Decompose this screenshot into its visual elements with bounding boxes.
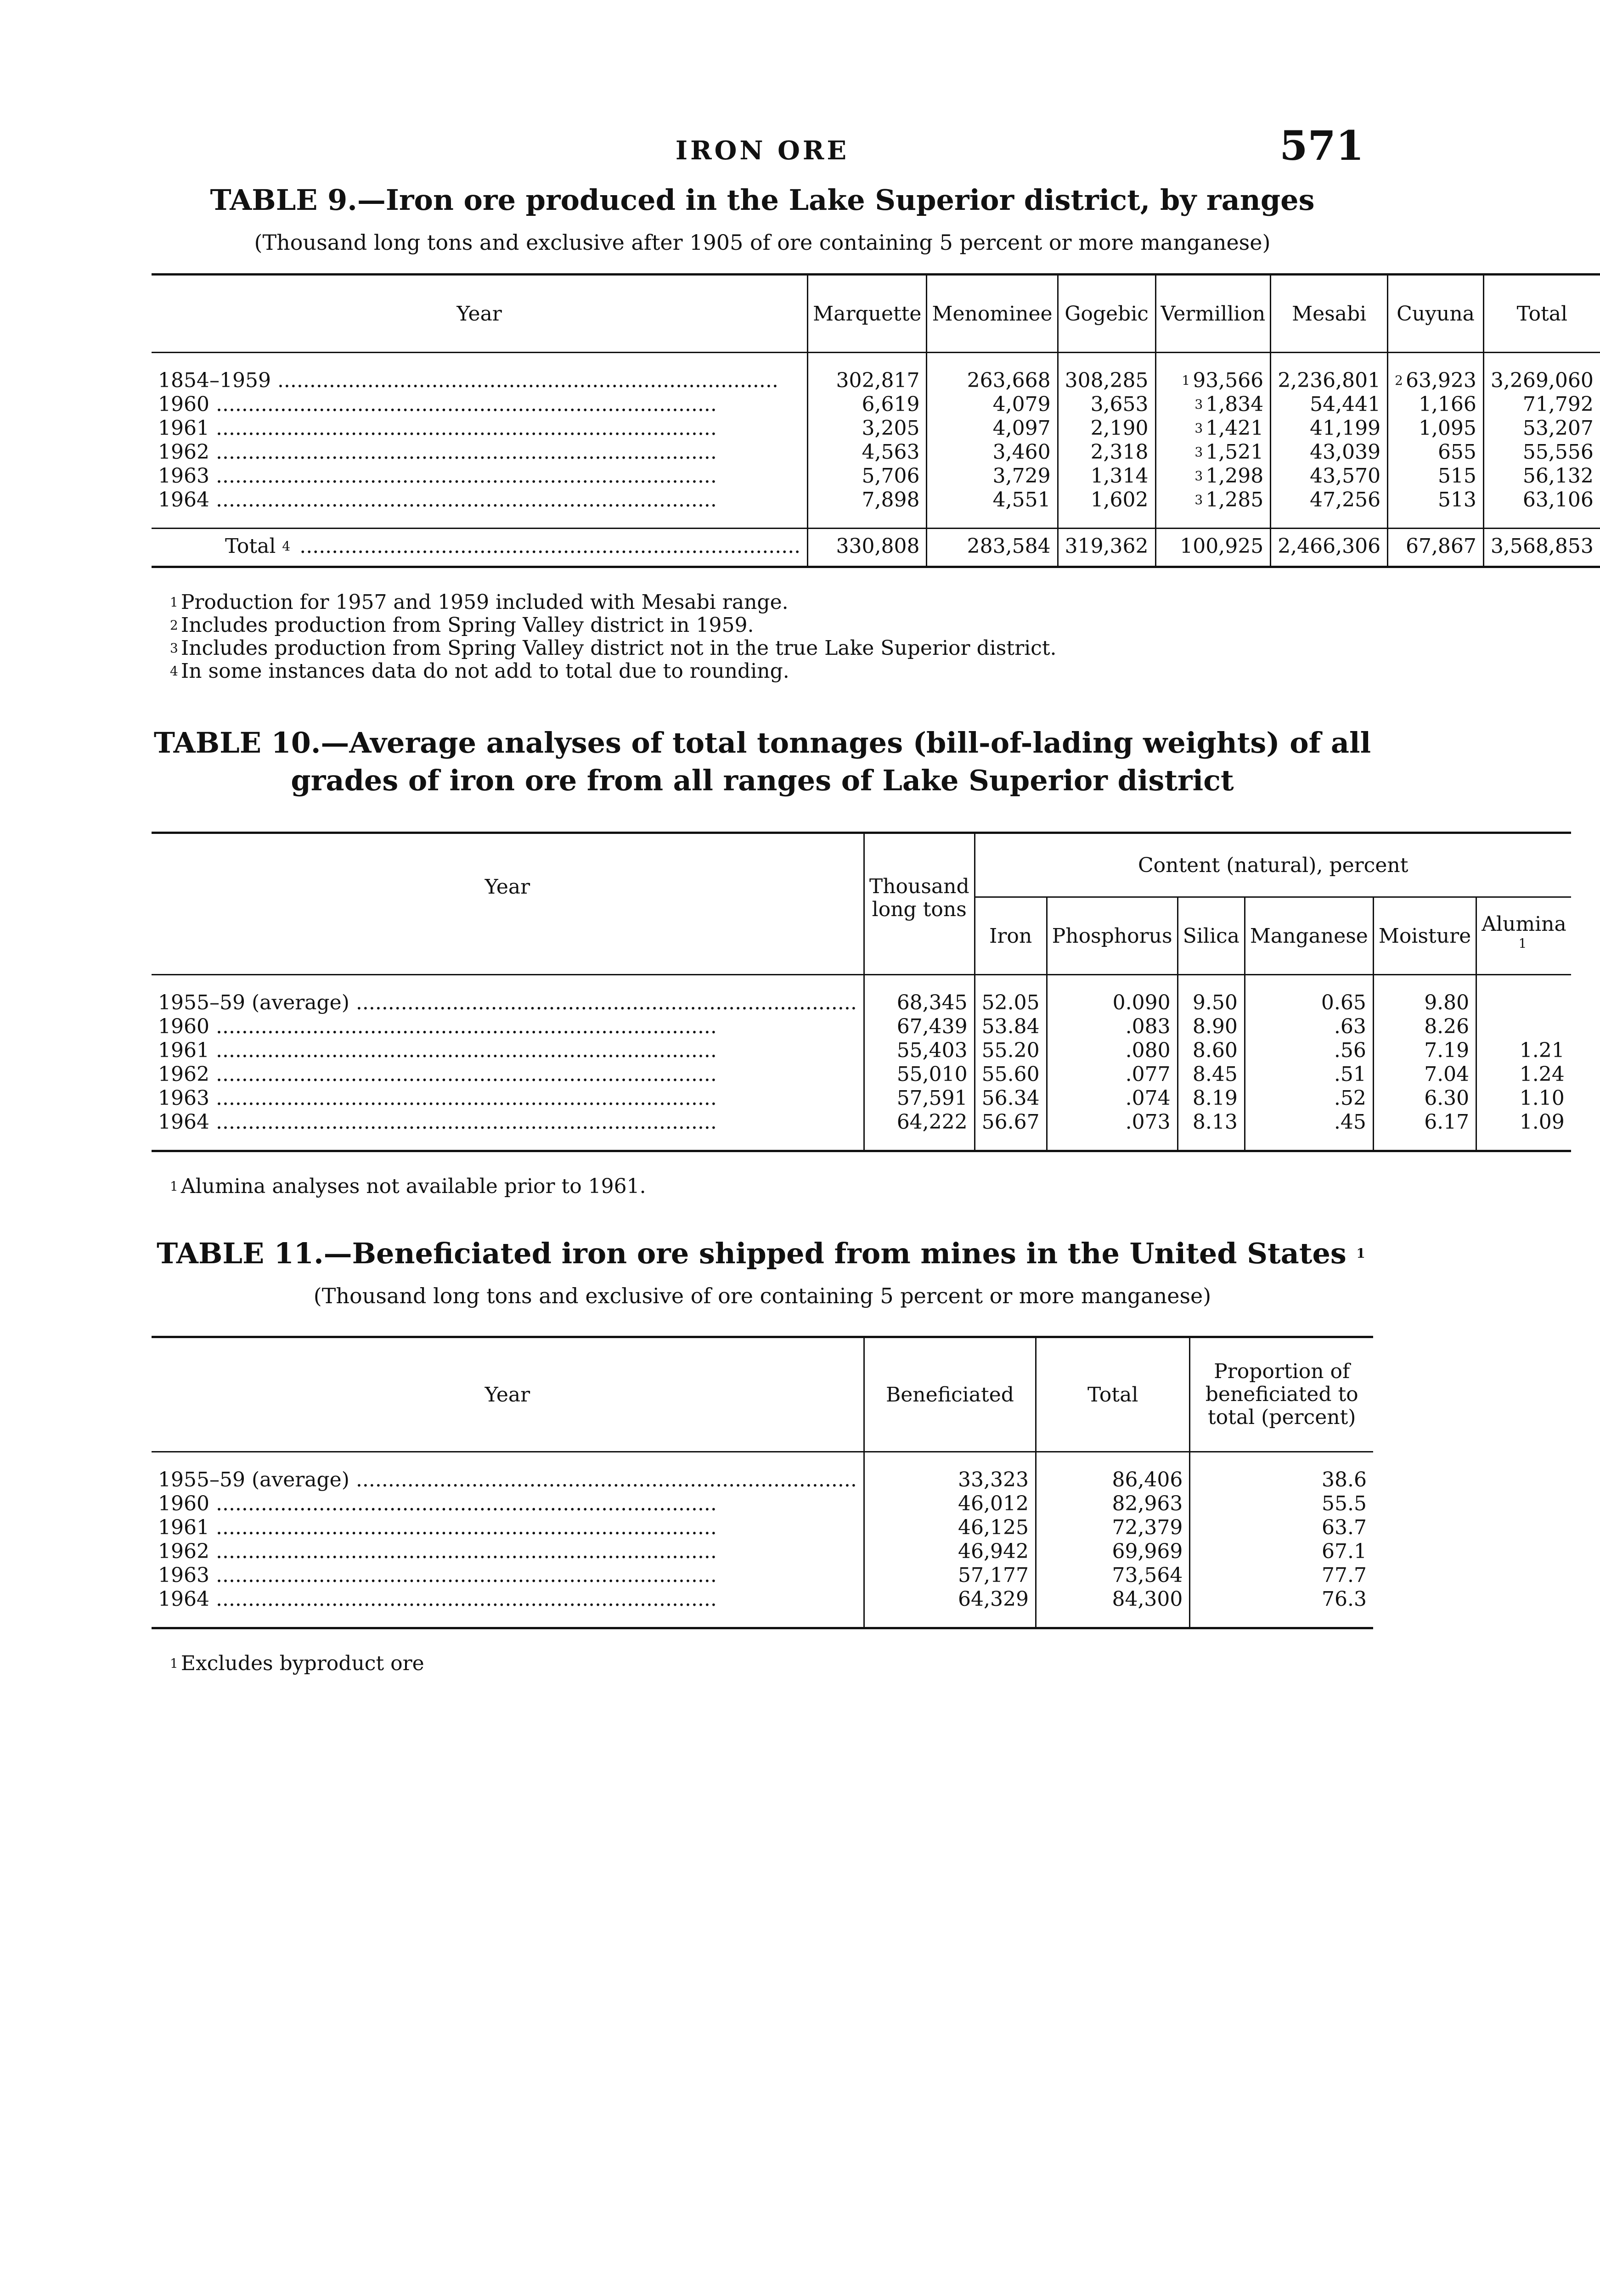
cell: 77.7 [1190, 1564, 1373, 1587]
table-row [152, 393, 1600, 416]
table-10-footnotes [152, 1175, 1373, 1198]
running-head [152, 122, 1373, 172]
cell: 67,439 [864, 1015, 975, 1039]
cell: 2,318 [1058, 440, 1155, 464]
cell: 3,460 [927, 440, 1058, 464]
cell: 1.10 [1476, 1086, 1571, 1110]
cell: 86,406 [1036, 1468, 1190, 1492]
cell: 1,166 [1388, 393, 1484, 416]
cell: .63 [1245, 1015, 1373, 1039]
table-row [152, 991, 1571, 1015]
cell: 0.65 [1245, 991, 1373, 1015]
cell: 38.6 [1190, 1468, 1373, 1492]
cell: 513 [1388, 488, 1484, 512]
table-row [152, 1587, 1373, 1611]
row-year: 1963 ..... [152, 464, 808, 488]
cell: 515 [1388, 464, 1484, 488]
cell: 2,190 [1058, 416, 1155, 440]
row-year: 1955–59 (average) ..... [152, 991, 864, 1015]
table-9 [152, 273, 1600, 568]
cell: 84,300 [1036, 1587, 1190, 1611]
table-9-header-row [152, 275, 1600, 353]
row-year: 1961 ..... [152, 1516, 864, 1540]
table-row [152, 488, 1600, 512]
cell: 319,362 [1058, 529, 1155, 567]
page-number: 571 [1279, 122, 1364, 169]
table-row [152, 440, 1600, 464]
row-year: 1960 ..... [152, 393, 808, 416]
cell: 1,298 [1206, 464, 1264, 488]
cell: 8.45 [1177, 1063, 1245, 1086]
cell: 41,199 [1271, 416, 1388, 440]
cell: 69,969 [1036, 1540, 1190, 1564]
table-9-footnotes [152, 591, 1373, 683]
cell: 82,963 [1036, 1492, 1190, 1516]
footnote-mark: 3 [1194, 445, 1203, 460]
column-header: Menominee [927, 275, 1058, 353]
table-row [152, 1468, 1373, 1492]
table-row [152, 1516, 1373, 1540]
cell: .073 [1047, 1110, 1177, 1134]
cell: 55.20 [975, 1039, 1047, 1063]
column-header: Iron [975, 897, 1047, 975]
cell: 52.05 [975, 991, 1047, 1015]
cell: 71,792 [1483, 393, 1600, 416]
footnote-mark: 1 [1356, 1246, 1365, 1261]
footnote: $^1$ Excludes byproduct ore [170, 1652, 424, 1675]
cell: 283,584 [927, 529, 1058, 567]
table-11-subtitle: (Thousand long tons and exclusive of ore containing 5 percent or more manganese) [313, 1283, 1211, 1308]
cell: 93,566 [1193, 369, 1264, 392]
cell: 7.04 [1373, 1063, 1476, 1086]
footnote: $^2$ Includes production from Spring Valley district in 1959. [170, 613, 754, 637]
cell: 5,706 [808, 464, 927, 488]
cell: 68,345 [864, 991, 975, 1015]
table-row [152, 1015, 1571, 1039]
cell: 1,314 [1058, 464, 1155, 488]
row-year: 1955–59 (average) ..... [152, 1468, 864, 1492]
cell: 9.80 [1373, 991, 1476, 1015]
cell: 7.19 [1373, 1039, 1476, 1063]
cell: 33,323 [864, 1468, 1036, 1492]
footnote-mark: 2 [1395, 373, 1403, 388]
cell: 6.17 [1373, 1110, 1476, 1134]
cell: 46,942 [864, 1540, 1036, 1564]
table-row [152, 1063, 1571, 1086]
row-year: 1963 ..... [152, 1086, 864, 1110]
cell: 8.26 [1373, 1015, 1476, 1039]
table-row [152, 416, 1600, 440]
cell: 655 [1388, 440, 1484, 464]
row-year: 1964 ..... [152, 1110, 864, 1134]
cell [1476, 1015, 1571, 1039]
column-group-header: Content (natural), percent [975, 833, 1571, 897]
cell: 9.50 [1177, 991, 1245, 1015]
row-year: 1854–1959 ..... [152, 369, 808, 393]
cell: .080 [1047, 1039, 1177, 1063]
cell: 1,421 [1206, 416, 1264, 440]
cell: 4,097 [927, 416, 1058, 440]
row-year: 1961 ..... [152, 1039, 864, 1063]
footnote: $^3$ Includes production from Spring Valley district not in the true Lake Superior district. [170, 636, 1057, 660]
footnote: $^1$ Production for 1957 and 1959 included with Mesabi range. [170, 591, 789, 614]
table-10-header-row [152, 833, 1571, 897]
footnote: $^1$ Alumina analyses not available prior to 1961. [170, 1175, 646, 1198]
cell: .56 [1245, 1039, 1373, 1063]
cell: 64,329 [864, 1587, 1036, 1611]
cell: 43,570 [1271, 464, 1388, 488]
cell: 63,106 [1483, 488, 1600, 512]
row-year: 1964 ..... [152, 488, 808, 512]
column-header: Marquette [808, 275, 927, 353]
column-header: Gogebic [1058, 275, 1155, 353]
cell: .52 [1245, 1086, 1373, 1110]
cell: 56.67 [975, 1110, 1047, 1134]
column-header: Mesabi [1271, 275, 1388, 353]
cell: 2,236,801 [1271, 369, 1388, 393]
row-year: 1962 ..... [152, 440, 808, 464]
cell: 7,898 [808, 488, 927, 512]
footnote-mark: 3 [1194, 492, 1203, 507]
column-header: Moisture [1373, 897, 1476, 975]
column-header: Manganese [1245, 897, 1373, 975]
cell: 46,012 [864, 1492, 1036, 1516]
column-header: Beneficiated [864, 1337, 1036, 1452]
cell: 53.84 [975, 1015, 1047, 1039]
table-row [152, 369, 1600, 393]
column-header: Proportion of beneficiated to total (percent) [1190, 1337, 1373, 1452]
cell: 302,817 [808, 369, 927, 393]
cell: 73,564 [1036, 1564, 1190, 1587]
table-row [152, 1492, 1373, 1516]
row-year: 1963 ..... [152, 1564, 864, 1587]
column-header: Cuyuna [1388, 275, 1484, 353]
footnote-mark: 3 [1194, 421, 1203, 436]
cell: 1.21 [1476, 1039, 1571, 1063]
table-11 [152, 1336, 1373, 1629]
row-year: 1960 ..... [152, 1492, 864, 1516]
cell: 3,729 [927, 464, 1058, 488]
cell: .083 [1047, 1015, 1177, 1039]
row-year: 1962 ..... [152, 1063, 864, 1086]
column-header: Alumina [1482, 912, 1566, 936]
cell: .45 [1245, 1110, 1373, 1134]
column-header: Total [1036, 1337, 1190, 1452]
row-year: 1962 ..... [152, 1540, 864, 1564]
cell: 1,602 [1058, 488, 1155, 512]
cell: 3,205 [808, 416, 927, 440]
cell: 8.60 [1177, 1039, 1245, 1063]
cell: 55,556 [1483, 440, 1600, 464]
cell: 47,256 [1271, 488, 1388, 512]
cell: 1.09 [1476, 1110, 1571, 1134]
cell: .51 [1245, 1063, 1373, 1086]
table-11-section [152, 1235, 1373, 1675]
page [152, 122, 1594, 1675]
cell: 8.90 [1177, 1015, 1245, 1039]
cell: 3,568,853 [1483, 529, 1600, 567]
table-10 [152, 832, 1571, 1152]
cell: 4,079 [927, 393, 1058, 416]
cell: 46,125 [864, 1516, 1036, 1540]
cell: 1,095 [1388, 416, 1484, 440]
cell: 55.5 [1190, 1492, 1373, 1516]
column-header: Silica [1177, 897, 1245, 975]
table-9-caption: TABLE 9.—Iron ore produced in the Lake Superior district, by ranges [210, 183, 1315, 217]
row-year: 1964 ..... [152, 1587, 864, 1611]
cell: 64,222 [864, 1110, 975, 1134]
cell: 57,591 [864, 1086, 975, 1110]
table-11-header-row [152, 1337, 1373, 1452]
column-header: Thousand long tons [864, 833, 975, 975]
cell: 4,563 [808, 440, 927, 464]
cell: 67.1 [1190, 1540, 1373, 1564]
table-10-caption: TABLE 10.—Average analyses of total tonnages (bill-of-lading weights) of all grades of iron ore from all ranges of Lake Superior district [153, 726, 1371, 797]
running-title: IRON ORE [675, 135, 850, 166]
table-11-footnotes [152, 1652, 1373, 1675]
cell: 72,379 [1036, 1516, 1190, 1540]
table-10-section [152, 724, 1566, 1198]
cell: 3,653 [1058, 393, 1155, 416]
footnote-mark: 1 [1182, 373, 1190, 388]
table-row [152, 1540, 1373, 1564]
cell: .077 [1047, 1063, 1177, 1086]
cell: 54,441 [1271, 393, 1388, 416]
cell [1476, 991, 1571, 1015]
footnote-mark: 1 [1518, 936, 1527, 951]
cell: 1,834 [1206, 393, 1264, 416]
cell: 67,867 [1388, 529, 1484, 567]
cell: 1.24 [1476, 1063, 1571, 1086]
column-header: Year [485, 1383, 530, 1407]
table-row [152, 1110, 1571, 1134]
cell: 63,923 [1405, 369, 1476, 392]
footnote-mark: 4 [282, 539, 291, 554]
footnote-mark: 3 [1194, 397, 1203, 412]
column-header: Year [456, 302, 502, 326]
footnote: $^4$ In some instances data do not add to total due to rounding. [170, 659, 789, 683]
table-row [152, 464, 1600, 488]
cell: 53,207 [1483, 416, 1600, 440]
cell: 6,619 [808, 393, 927, 416]
table-9-subtitle: (Thousand long tons and exclusive after 1905 of ore containing 5 percent or more manganese) [254, 230, 1271, 255]
cell: 43,039 [1271, 440, 1388, 464]
column-header: Phosphorus [1047, 897, 1177, 975]
row-year: 1960 ..... [152, 1015, 864, 1039]
cell: 63.7 [1190, 1516, 1373, 1540]
cell: 8.19 [1177, 1086, 1245, 1110]
cell: 1,285 [1206, 488, 1264, 512]
cell: 55,010 [864, 1063, 975, 1086]
cell: 8.13 [1177, 1110, 1245, 1134]
cell: 55,403 [864, 1039, 975, 1063]
cell: 76.3 [1190, 1587, 1373, 1611]
cell: 4,551 [927, 488, 1058, 512]
table-11-caption: TABLE 11.—Beneficiated iron ore shipped from mines in the United States $^1$ [157, 1237, 1365, 1270]
table-row [152, 1564, 1373, 1587]
cell: 0.090 [1047, 991, 1177, 1015]
table-row [152, 1039, 1571, 1063]
column-header: Vermillion [1155, 275, 1271, 353]
table-9-total-row [152, 529, 1600, 567]
cell: 56,132 [1483, 464, 1600, 488]
column-header: Year [152, 833, 864, 975]
table-row [152, 1086, 1571, 1110]
cell: 1,521 [1206, 440, 1264, 464]
total-label: Total [225, 535, 276, 558]
column-header: Total [1483, 275, 1600, 353]
table-9-section [152, 181, 1594, 683]
cell: .074 [1047, 1086, 1177, 1110]
cell: 56.34 [975, 1086, 1047, 1110]
cell: 57,177 [864, 1564, 1036, 1587]
cell: 3,269,060 [1483, 369, 1600, 393]
cell: 263,668 [927, 369, 1058, 393]
cell: 100,925 [1155, 529, 1271, 567]
cell: 2,466,306 [1271, 529, 1388, 567]
cell: 308,285 [1058, 369, 1155, 393]
cell: 6.30 [1373, 1086, 1476, 1110]
row-year: 1961 ..... [152, 416, 808, 440]
footnote-mark: 3 [1194, 468, 1203, 484]
cell: 55.60 [975, 1063, 1047, 1086]
cell: 330,808 [808, 529, 927, 567]
